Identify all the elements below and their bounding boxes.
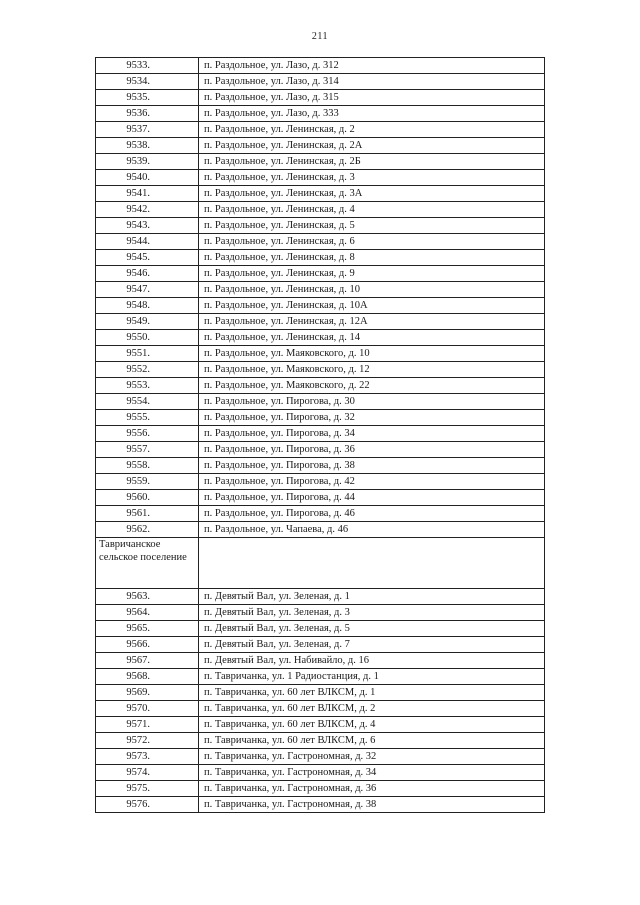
row-number: 9534. bbox=[96, 74, 199, 90]
row-address: п. Тавричанка, ул. 60 лет ВЛКСМ, д. 6 bbox=[199, 733, 545, 749]
table-row bbox=[96, 797, 545, 813]
row-address: п. Раздольное, ул. Ленинская, д. 10А bbox=[199, 298, 545, 314]
row-address: п. Раздольное, ул. Лазо, д. 333 bbox=[199, 106, 545, 122]
address-table bbox=[95, 57, 545, 813]
section-empty-cell bbox=[199, 538, 545, 589]
row-address: п. Раздольное, ул. Ленинская, д. 12А bbox=[199, 314, 545, 330]
row-number: 9564. bbox=[96, 605, 199, 621]
row-number: 9538. bbox=[96, 138, 199, 154]
row-number: 9548. bbox=[96, 298, 199, 314]
row-number: 9563. bbox=[96, 589, 199, 605]
table-row bbox=[96, 410, 545, 426]
row-address: п. Раздольное, ул. Ленинская, д. 3 bbox=[199, 170, 545, 186]
row-address: п. Раздольное, ул. Лазо, д. 312 bbox=[199, 58, 545, 74]
table-row bbox=[96, 90, 545, 106]
row-address: п. Раздольное, ул. Чапаева, д. 46 bbox=[199, 522, 545, 538]
row-address: п. Раздольное, ул. Ленинская, д. 2А bbox=[199, 138, 545, 154]
row-address: п. Раздольное, ул. Пирогова, д. 38 bbox=[199, 458, 545, 474]
row-number: 9566. bbox=[96, 637, 199, 653]
table-row bbox=[96, 346, 545, 362]
row-number: 9559. bbox=[96, 474, 199, 490]
row-number: 9545. bbox=[96, 250, 199, 266]
row-address: п. Раздольное, ул. Ленинская, д. 3А bbox=[199, 186, 545, 202]
row-address: п. Раздольное, ул. Маяковского, д. 22 bbox=[199, 378, 545, 394]
row-address: п. Раздольное, ул. Ленинская, д. 5 bbox=[199, 218, 545, 234]
table-row bbox=[96, 330, 545, 346]
row-address: п. Тавричанка, ул. Гастрономная, д. 34 bbox=[199, 765, 545, 781]
row-address: п. Девятый Вал, ул. Зеленая, д. 5 bbox=[199, 621, 545, 637]
row-address: п. Раздольное, ул. Пирогова, д. 44 bbox=[199, 490, 545, 506]
row-address: п. Раздольное, ул. Ленинская, д. 14 bbox=[199, 330, 545, 346]
table-row bbox=[96, 701, 545, 717]
table-row bbox=[96, 298, 545, 314]
row-number: 9576. bbox=[96, 797, 199, 813]
table-row bbox=[96, 74, 545, 90]
table-row bbox=[96, 266, 545, 282]
row-address: п. Тавричанка, ул. 60 лет ВЛКСМ, д. 1 bbox=[199, 685, 545, 701]
row-number: 9550. bbox=[96, 330, 199, 346]
row-number: 9557. bbox=[96, 442, 199, 458]
table-row bbox=[96, 154, 545, 170]
row-number: 9554. bbox=[96, 394, 199, 410]
row-number: 9551. bbox=[96, 346, 199, 362]
row-number: 9558. bbox=[96, 458, 199, 474]
row-address: п. Раздольное, ул. Пирогова, д. 30 bbox=[199, 394, 545, 410]
table-row bbox=[96, 605, 545, 621]
row-address: п. Раздольное, ул. Ленинская, д. 10 bbox=[199, 282, 545, 298]
table-row bbox=[96, 685, 545, 701]
row-address: п. Раздольное, ул. Лазо, д. 315 bbox=[199, 90, 545, 106]
table-row bbox=[96, 458, 545, 474]
row-number: 9575. bbox=[96, 781, 199, 797]
table-row bbox=[96, 781, 545, 797]
page-number: 211 bbox=[311, 31, 329, 42]
table-row bbox=[96, 138, 545, 154]
row-address: п. Раздольное, ул. Ленинская, д. 6 bbox=[199, 234, 545, 250]
table-row bbox=[96, 717, 545, 733]
table-row bbox=[96, 442, 545, 458]
table-row bbox=[96, 122, 545, 138]
table-row bbox=[96, 426, 545, 442]
row-number: 9552. bbox=[96, 362, 199, 378]
table-body-rows-a bbox=[96, 58, 545, 538]
row-address: п. Раздольное, ул. Лазо, д. 314 bbox=[199, 74, 545, 90]
row-number: 9560. bbox=[96, 490, 199, 506]
table-row bbox=[96, 765, 545, 781]
row-number: 9572. bbox=[96, 733, 199, 749]
table-row bbox=[96, 362, 545, 378]
row-number: 9562. bbox=[96, 522, 199, 538]
row-number: 9556. bbox=[96, 426, 199, 442]
table-row bbox=[96, 58, 545, 74]
table-row bbox=[96, 250, 545, 266]
row-address: п. Раздольное, ул. Маяковского, д. 10 bbox=[199, 346, 545, 362]
row-address: п. Тавричанка, ул. 60 лет ВЛКСМ, д. 2 bbox=[199, 701, 545, 717]
table-body-rows-b bbox=[96, 589, 545, 813]
table-row bbox=[96, 490, 545, 506]
row-address: п. Тавричанка, ул. 60 лет ВЛКСМ, д. 4 bbox=[199, 717, 545, 733]
row-number: 9573. bbox=[96, 749, 199, 765]
row-number: 9549. bbox=[96, 314, 199, 330]
row-address: п. Тавричанка, ул. Гастрономная, д. 32 bbox=[199, 749, 545, 765]
row-number: 9541. bbox=[96, 186, 199, 202]
row-number: 9535. bbox=[96, 90, 199, 106]
table-row bbox=[96, 218, 545, 234]
row-address: п. Раздольное, ул. Ленинская, д. 2 bbox=[199, 122, 545, 138]
row-number: 9570. bbox=[96, 701, 199, 717]
row-number: 9546. bbox=[96, 266, 199, 282]
row-address: п. Девятый Вал, ул. Зеленая, д. 7 bbox=[199, 637, 545, 653]
table-row bbox=[96, 733, 545, 749]
row-address: п. Девятый Вал, ул. Зеленая, д. 1 bbox=[199, 589, 545, 605]
row-address: п. Раздольное, ул. Пирогова, д. 42 bbox=[199, 474, 545, 490]
row-address: п. Раздольное, ул. Ленинская, д. 9 bbox=[199, 266, 545, 282]
section-row bbox=[96, 538, 545, 589]
row-number: 9571. bbox=[96, 717, 199, 733]
table-row bbox=[96, 637, 545, 653]
table-row bbox=[96, 394, 545, 410]
table-row bbox=[96, 202, 545, 218]
row-number: 9568. bbox=[96, 669, 199, 685]
table-row bbox=[96, 234, 545, 250]
table-row bbox=[96, 589, 545, 605]
table-row bbox=[96, 669, 545, 685]
row-number: 9561. bbox=[96, 506, 199, 522]
table-row bbox=[96, 506, 545, 522]
table-row bbox=[96, 282, 545, 298]
row-address: п. Раздольное, ул. Пирогова, д. 36 bbox=[199, 442, 545, 458]
table-row bbox=[96, 749, 545, 765]
row-number: 9540. bbox=[96, 170, 199, 186]
row-address: п. Раздольное, ул. Ленинская, д. 4 bbox=[199, 202, 545, 218]
table-row bbox=[96, 186, 545, 202]
table-row bbox=[96, 378, 545, 394]
row-address: п. Тавричанка, ул. 1 Радиостанция, д. 1 bbox=[199, 669, 545, 685]
row-number: 9536. bbox=[96, 106, 199, 122]
row-address: п. Раздольное, ул. Пирогова, д. 46 bbox=[199, 506, 545, 522]
table-row bbox=[96, 474, 545, 490]
row-address: п. Раздольное, ул. Ленинская, д. 8 bbox=[199, 250, 545, 266]
row-number: 9542. bbox=[96, 202, 199, 218]
table-row bbox=[96, 653, 545, 669]
row-address: п. Тавричанка, ул. Гастрономная, д. 38 bbox=[199, 797, 545, 813]
row-number: 9567. bbox=[96, 653, 199, 669]
table-row bbox=[96, 314, 545, 330]
row-number: 9543. bbox=[96, 218, 199, 234]
row-address: п. Раздольное, ул. Пирогова, д. 32 bbox=[199, 410, 545, 426]
row-number: 9553. bbox=[96, 378, 199, 394]
row-number: 9565. bbox=[96, 621, 199, 637]
row-address: п. Девятый Вал, ул. Зеленая, д. 3 bbox=[199, 605, 545, 621]
row-address: п. Раздольное, ул. Пирогова, д. 34 bbox=[199, 426, 545, 442]
section-header-group bbox=[96, 538, 545, 589]
row-address: п. Тавричанка, ул. Гастрономная, д. 36 bbox=[199, 781, 545, 797]
row-number: 9569. bbox=[96, 685, 199, 701]
table-row bbox=[96, 621, 545, 637]
row-address: п. Девятый Вал, ул. Набивайло, д. 16 bbox=[199, 653, 545, 669]
row-number: 9544. bbox=[96, 234, 199, 250]
table-row bbox=[96, 106, 545, 122]
row-number: 9547. bbox=[96, 282, 199, 298]
row-number: 9533. bbox=[96, 58, 199, 74]
row-address: п. Раздольное, ул. Маяковского, д. 12 bbox=[199, 362, 545, 378]
table-row bbox=[96, 170, 545, 186]
row-number: 9539. bbox=[96, 154, 199, 170]
table-row bbox=[96, 522, 545, 538]
row-address: п. Раздольное, ул. Ленинская, д. 2Б bbox=[199, 154, 545, 170]
row-number: 9574. bbox=[96, 765, 199, 781]
section-title: Тавричанское сельское поселение bbox=[96, 538, 199, 589]
row-number: 9537. bbox=[96, 122, 199, 138]
row-number: 9555. bbox=[96, 410, 199, 426]
